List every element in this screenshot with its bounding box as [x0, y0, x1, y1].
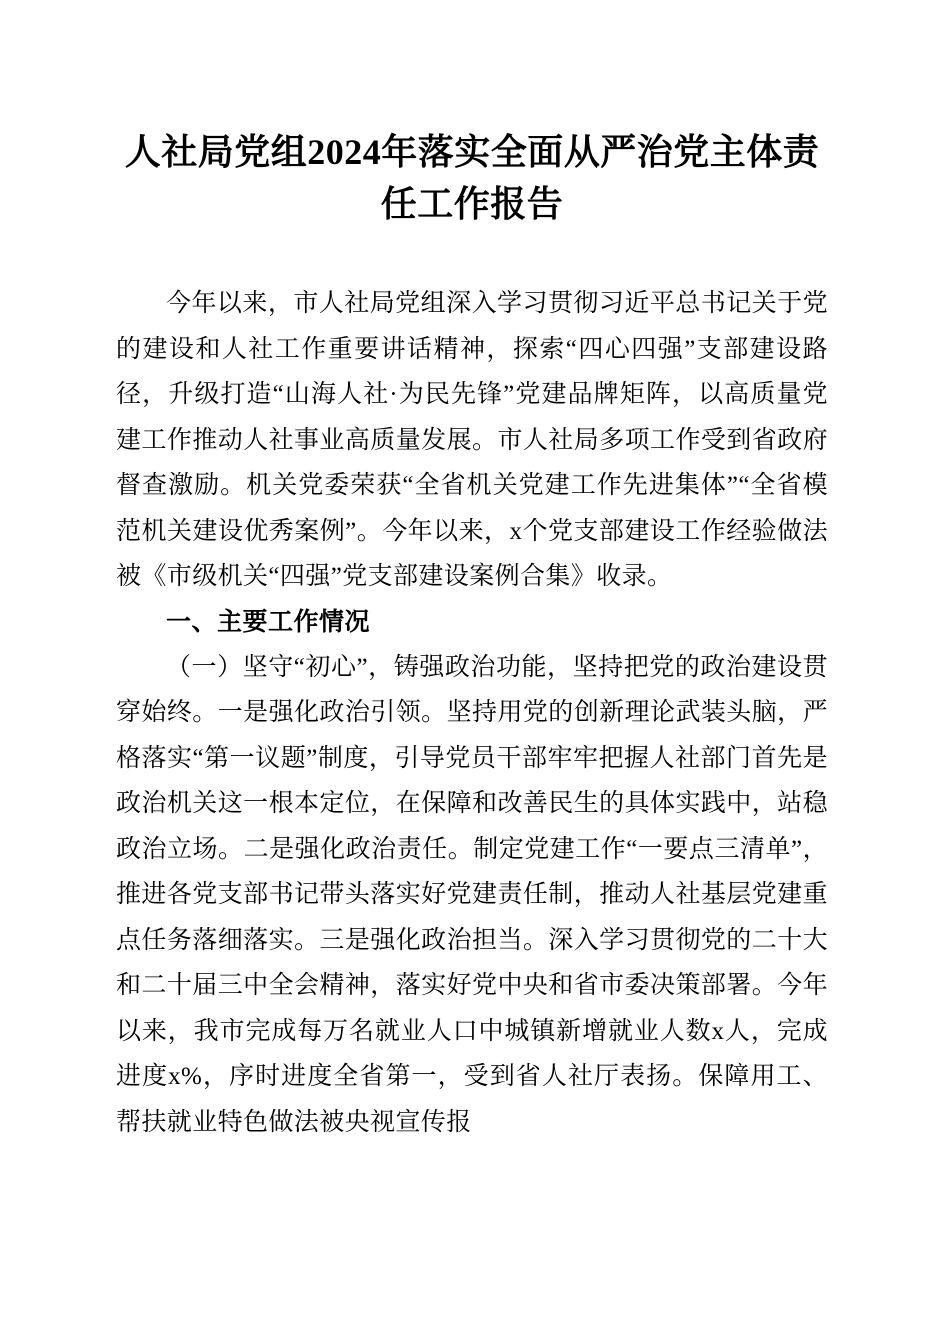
document-title-line-2: 任工作报告 [380, 184, 564, 224]
paragraph-section-1-item-1: （一）坚守“初心”，铸强政治功能，坚持把党的政治建设贯穿始终。一是强化政治引领。坚持用党的创新理论武装头脑，严格落实“第一议题”制度，引导党员干部牢牢把握人社部门首先是政治机关这一根本定位，在保障和改善民生的具体实践中，站稳政治立场。二是强化政治责任。制定党建工作“一要点三清单”，推进各党支部书记带头落实好党建责任制，推动人社基层党建重点任务落细落实。三是强化政治担当。深入学习贯彻党的二十大和二十届三中全会精神，落实好党中央和省市委决策部署。今年以来，我市完成每万名就业人口中城镇新增就业人数x人，完成进度x%，序时进度全省第一，受到省人社厅表扬。保障用工、帮扶就业特色做法被央视宣传报 [116, 653, 828, 1136]
document-title [116, 0, 828, 230]
document-title-line-1: 人社局党组2024年落实全面从严治党主体责 [124, 132, 820, 172]
paragraph-intro: 今年以来，市人社局党组深入学习贯彻习近平总书记关于党的建设和人社工作重要讲话精神，探索“四心四强”支部建设路径，升级打造“山海人社·为民先锋”党建品牌矩阵，以高质量党建工作推动人社事业高质量发展。市人社局多项工作受到省政府督查激励。机关党委荣获“全省机关党建工作先进集体”“全省模范机关建设优秀案例”。今年以来，x个党支部建设工作经验做法被《市级机关“四强”党支部建设案例合集》收录。 [116, 290, 828, 590]
section-heading-1: 一、主要工作情况 [166, 607, 371, 636]
document-content [116, 0, 828, 1145]
